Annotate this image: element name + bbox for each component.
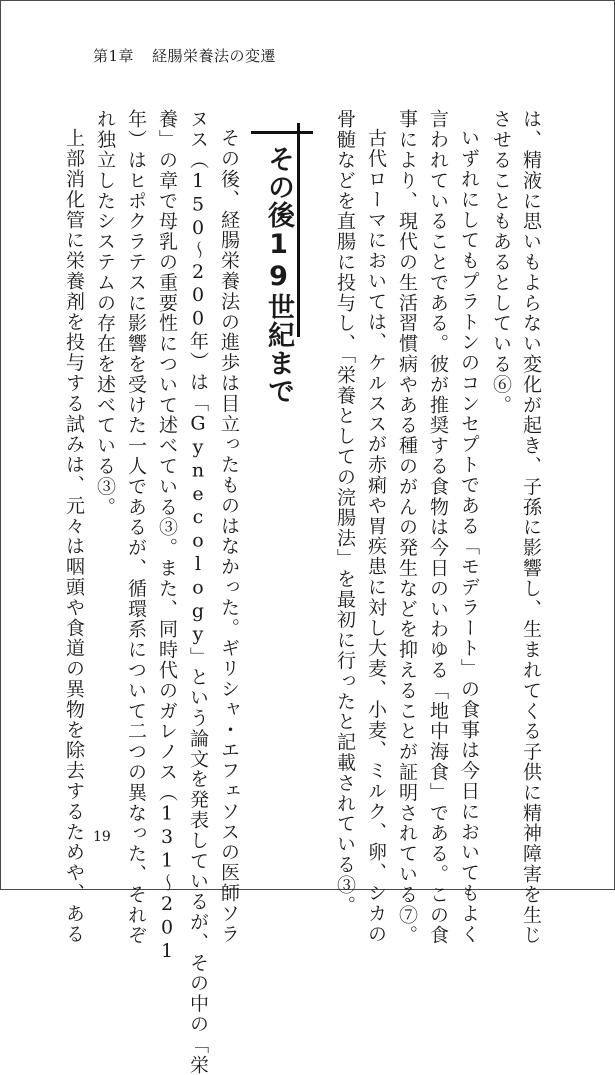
heading-rule	[251, 131, 313, 134]
text-column: 古代ローマにおいては、ケルススが赤痢や胃疾患に対し大麦、小麦、ミルク、卵、シカの	[365, 128, 387, 944]
text-column: れ独立したシステムの存在を述べている③。	[94, 109, 116, 517]
text-column: いずれにしてもプラトンのコンセプトである「モデラート」の食事は今日においてもよく	[458, 128, 480, 944]
text-column: その後、経腸栄養法の進歩は目立ったものはなかった。ギリシャ・エフェソスの医師ソラ	[218, 128, 240, 944]
section-heading-block	[251, 123, 317, 405]
text-column: 養」の章で母乳の重要性について述べている③。また、同時代のガレノス（131〜201	[156, 109, 178, 964]
text-column: ヌス（150〜200年）は「Gynecology」という論文を発表しているが、その中の「栄	[187, 109, 209, 1075]
text-column: 言われていることである。彼が推奨する食物は今日のいわゆる「地中海食」である。この食	[427, 109, 449, 946]
chapter-number: 第1章	[93, 47, 135, 65]
text-column: 年）はヒポクラテスに影響を受けた一人であるが、循環系について二つの異なった、それぞ	[125, 109, 147, 946]
text-column: 事により、現代の生活習慣病やある種のがんの発生などを抑えることが証明されている⑦。	[396, 109, 418, 946]
text-column: させることもあるとしている⑥。	[490, 109, 512, 415]
text-column: 骨髄などを直腸に投与し、「栄養としての浣腸法」を最初に行ったと記載されている③。	[334, 109, 356, 916]
text-column: 上部消化管に栄養剤を投与する試みは、元々は咽頭や食道の異物を除去するためや、ある	[63, 128, 85, 944]
section-heading: その後19世紀まで	[263, 145, 294, 405]
page-number: 19	[93, 829, 111, 845]
chapter-title: 経腸栄養法の変遷	[152, 47, 277, 65]
running-head	[93, 45, 276, 66]
text-column: は、精液に思いもよらない変化が起き、子孫に影響し、生まれてくる子供に精神障害を生じ	[520, 109, 542, 946]
